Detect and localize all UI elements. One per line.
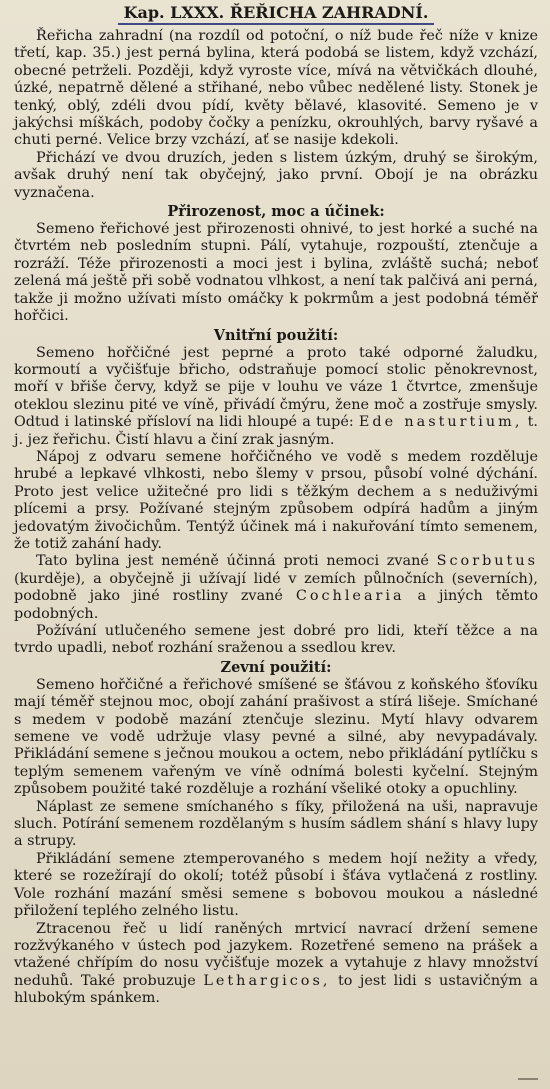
section-heading-internal-use: Vnitřní použití: xyxy=(213,326,339,344)
latin-term-scorbutus: Scorbutus xyxy=(436,553,538,570)
section-heading-external-use: Zevní použití: xyxy=(220,658,332,676)
internal-use-paragraph-2: Nápoj z odvaru semene hořčičného ve vodě s medem rozděluje hrubé a lepkavé vlhkosti, nebo šlemy v prsou, působí volné dýchání. Proto jest velice užitečné pro lidi s těžkým dechem a s neduživými plícemi a prsy. Požívané stejným způsobem odpírá hadům a jiným jedovatým živočichům. Tentýž účinek má i nakuřování tímto semenem, že totiž zahání hady. xyxy=(14,448,538,552)
page-corner-mark xyxy=(518,1078,538,1088)
intro-paragraph-2: Přichází ve dvou druzích, jeden s listem úzkým, druhý se širokým, avšak druhý není tak obyčejný, jako první. Obojí je na obrázku vyznačena. xyxy=(14,149,538,201)
external-use-paragraph-3: Přikládání semene ztemperovaného s medem hojí nežity a vředy, které se rozežírají do okolí; totéž působí i šťáva vytlačená z rostliny. Vole rozhání mazání směsi semene s bobovou moukou a následné přiložení teplého zelného listu. xyxy=(14,850,538,920)
internal-use-paragraph-1: Semeno hořčičné jest peprné a proto také odporné žaludku, kormoutí a vyčišťuje břicho, odstraňuje pomocí stolic pěnokrevnost, moří v břiše červy, když se pije v louhu ve váze 1 čtvrtce, zmenšuje oteklou slezinu pité ve víně, přivádí čmýru, žene moč a zostřuje smysly. Odtud i latinské přísloví na lidi hloupé a tupé: Ede nasturtium, t. j. jez řeřichu. Čistí hlavu a činí zrak jasným. xyxy=(14,344,538,448)
external-use-paragraph-1: Semeno hořčičné a řeřichové smíšené se šťávou z koňského šťovíku mají téměř stejnou moc, obojí zahání prašivost a stírá lišeje. Smíchané s medem v podobě mazání ztenčuje slezinu. Mytí hlavy odvarem semene ve vodě udržuje vlasy pevné a silné, aby nevypadávaly. Přikládání semene s ječnou moukou a octem, nebo přikládání pytlíčku s teplým semenem vařeným ve víně odnímá bolesti kyčelní. Stejným způsobem použité také rozděluje a rozhání všeliké otoky a opuchliny. xyxy=(14,676,538,798)
external-use-paragraph-2: Náplast ze semene smíchaného s fíky, přiložená na uši, napravuje sluch. Potírání semenem rozdělaným s husím sádlem shání s hlavy lupy a strupy. xyxy=(14,798,538,850)
chapter-title: Kap. LXXX. ŘEŘICHA ZAHRADNÍ. xyxy=(14,4,538,25)
external-use-paragraph-4: Ztracenou řeč u lidí raněných mrtvicí navrací držení semene rozžvýkaného v ústech pod jazykem. Rozetřené semeno na prášek a vtažené chřípím do nosu vyčišťuje mozek a vytahuje z hlavy množství neduhů. Také probuzuje Lethargicos, to jest lidi s ustavičným a hlubokým spánkem. xyxy=(14,920,539,1007)
latin-term-lethargicos: Lethargicos, xyxy=(203,972,331,989)
internal-use-paragraph-4: Požívání utlučeného semene jest dobré pro lidi, kteří těžce a na tvrdo upadli, neboť rozhání sraženou a ssedlou krev. xyxy=(14,623,538,657)
properties-paragraph: Semeno řeřichové jest přirozenosti ohnivé, to jest horké a suché na čtvrtém neb posledním stupni. Pálí, vytahuje, rozpouští, ztenčuje a rozráží. Téže přirozenosti a moci jest i bylina, zvláště suchá; neboť zelená má ještě při sobě vodnatou vlhkost, a není tak palčivá ani perná, takže ji možno užívati místo omáčky k pokrmům a jest podobná téměř hořčici. xyxy=(14,221,538,325)
latin-term-cochlearia: Cochlearia xyxy=(295,588,405,605)
intro-paragraph-1: Řeřicha zahradní (na rozdíl od potoční, o níž bude řeč níže v knize třetí, kap. 35.) jest perná bylina, která podobá se listem, když vzchází, obecné petrželi. Později, když vyroste více, mívá na větvičkách dlouhé, úzké, nepatrně dělené a střihané, nebo vůbec nedělené listy. Stonek je tenký, oblý, zdéli dvou pídí, květy bělavé, klasovité. Semeno je v jakýchsi míškách, podoby čočky a penízku, okrouhlých, barvy ryšavé a chuti perné. Velice brzy vzchází, ať se nasije kdekoli. xyxy=(14,28,538,149)
internal-use-paragraph-3: Tato bylina jest neméně účinná proti nemoci zvané Scorbutus (kurděje), a obyčejně ji užívají lidé v zemích půlnočních (severních), podobně jako jiné rostliny zvané Cochlearia a jiných těmto podobných. xyxy=(14,553,539,622)
section-heading-properties: Přirozenost, moc a účinek: xyxy=(167,203,385,221)
latin-phrase: Ede nasturtium, xyxy=(358,414,523,431)
